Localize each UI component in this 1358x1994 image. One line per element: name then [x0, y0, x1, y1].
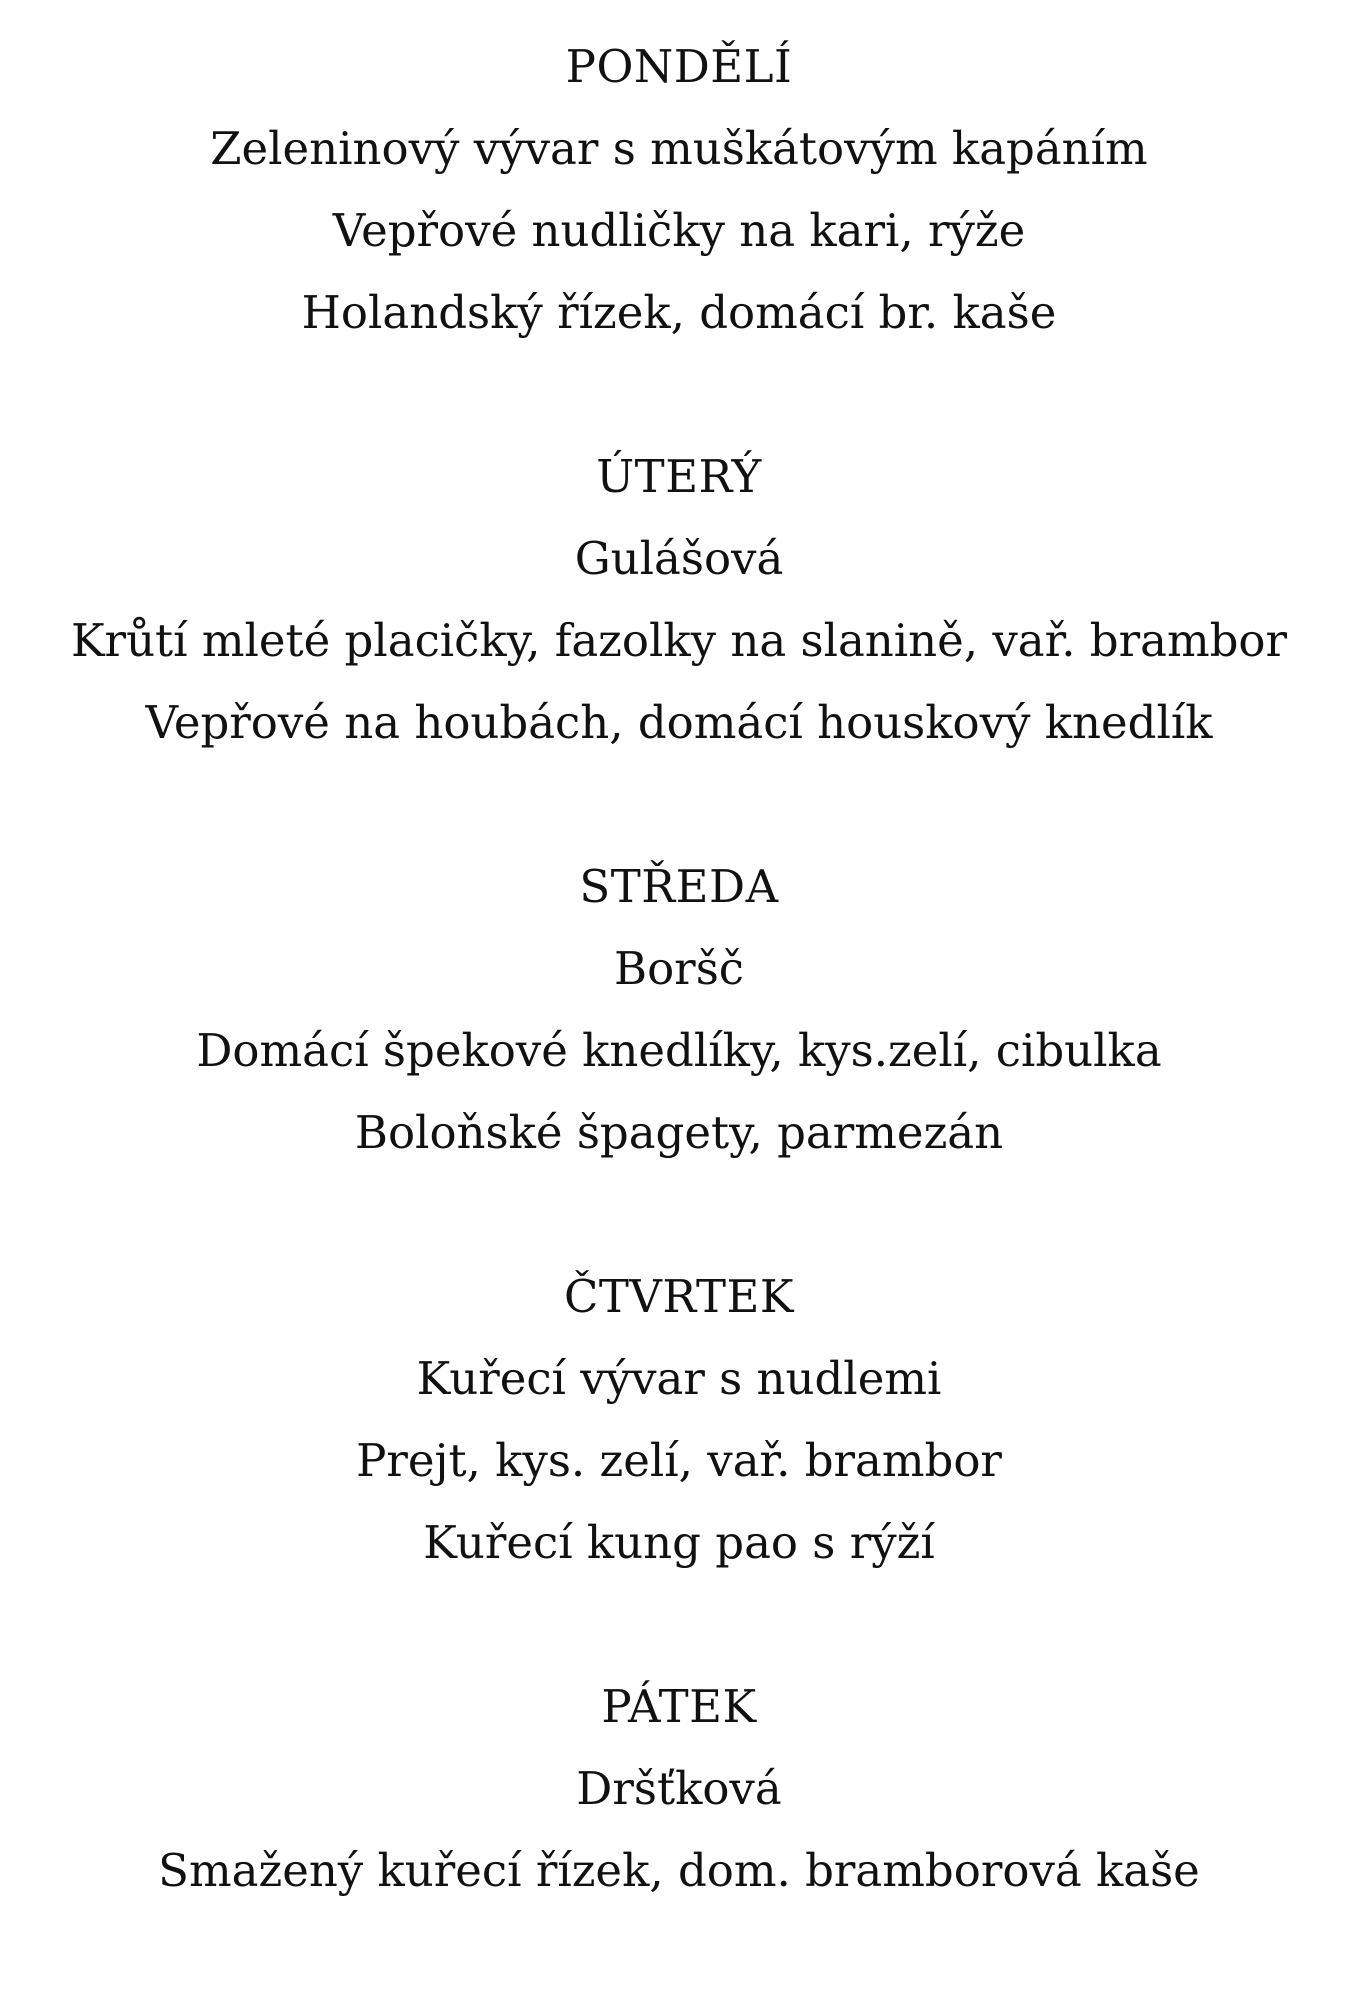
dish-item: Gulášová: [574, 532, 784, 585]
dish-item: Kuřecí vývar s nudlemi: [416, 1352, 942, 1405]
dish-item: Smažený kuřecí řízek, dom. bramborová kaše: [158, 1844, 1200, 1897]
day-title: ÚTERÝ: [596, 450, 762, 503]
dish-item: Zeleninový vývar s muškátovým kapáním: [210, 122, 1148, 175]
dish-item: Holandský řízek, domácí br. kaše: [301, 286, 1057, 339]
day-title: ČTVRTEK: [563, 1270, 795, 1323]
dish-item: Boršč: [614, 942, 744, 995]
dish-item: Kuřecí kung pao s rýží: [423, 1516, 935, 1569]
day-section-tuesday: [0, 436, 1358, 764]
day-title: PÁTEK: [601, 1680, 757, 1733]
day-section-monday: [0, 26, 1358, 354]
day-section-thursday: [0, 1256, 1358, 1584]
dish-item: Vepřové nudličky na kari, rýže: [332, 204, 1026, 257]
dish-item: Vepřové na houbách, domácí houskový knedlík: [145, 696, 1213, 749]
dish-item: Krůtí mleté placičky, fazolky na slanině, vař. brambor: [70, 614, 1288, 667]
day-title: STŘEDA: [579, 860, 779, 913]
dish-item: Prejt, kys. zelí, vař. brambor: [356, 1434, 1002, 1487]
day-title: PONDĚLÍ: [565, 40, 793, 93]
weekly-menu: [0, 26, 1358, 1994]
day-section-wednesday: [0, 846, 1358, 1174]
dish-item: Boloňské špagety, parmezán: [354, 1106, 1004, 1159]
day-section-friday: [0, 1666, 1358, 1912]
dish-item: Dršťková: [576, 1762, 782, 1815]
dish-item: Domácí špekové knedlíky, kys.zelí, cibulka: [196, 1024, 1162, 1077]
